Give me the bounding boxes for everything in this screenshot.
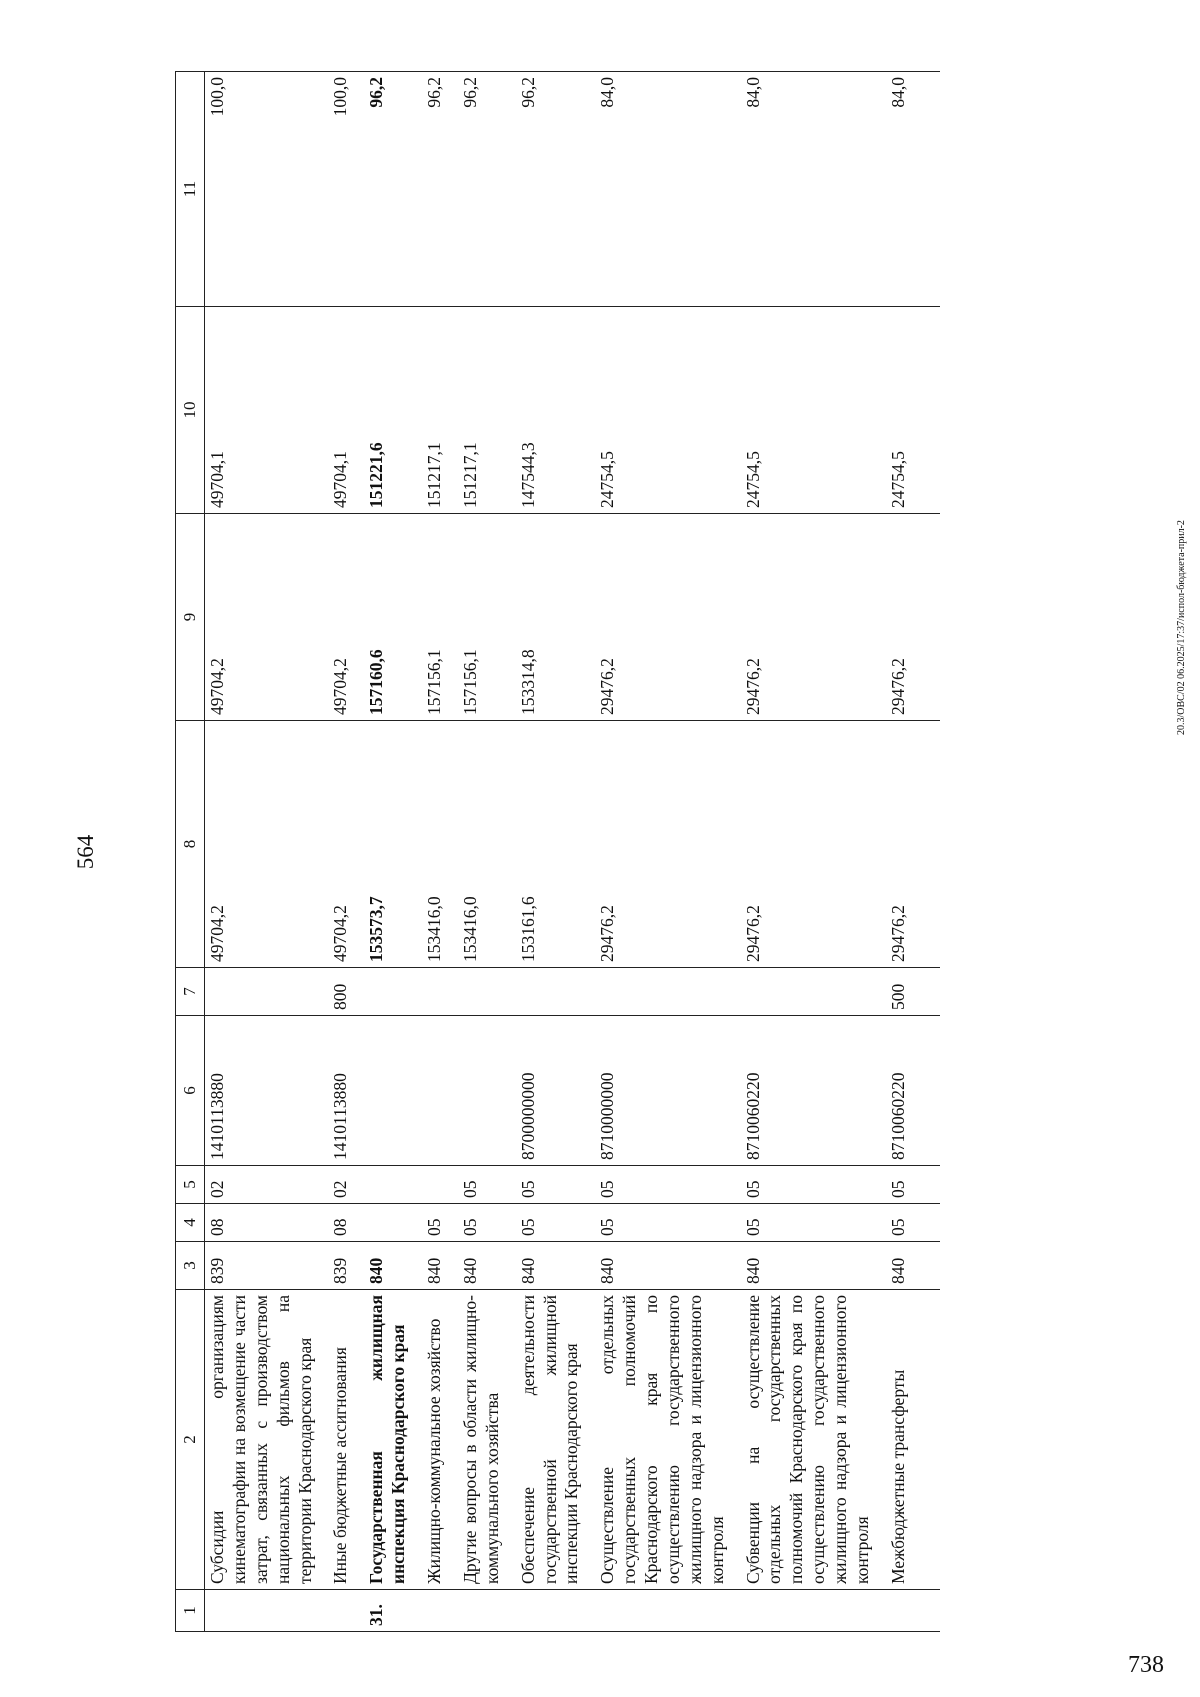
value-col8: 153416,0 <box>458 721 516 968</box>
header-cell: 1 <box>176 1590 205 1632</box>
value-col11: 96,2 <box>364 72 422 307</box>
value-col9: 157156,1 <box>458 514 516 721</box>
row-number <box>595 1590 740 1632</box>
value-col8: 153573,7 <box>364 721 422 968</box>
value-col8: 29476,2 <box>595 721 740 968</box>
value-col10: 24754,5 <box>886 307 940 514</box>
value-col9: 157160,6 <box>364 514 422 721</box>
target-article-code <box>364 1016 422 1166</box>
subsection-code <box>364 1166 422 1204</box>
section-code: 05 <box>516 1204 596 1242</box>
value-col8: 153161,6 <box>516 721 596 968</box>
expense-type-code <box>422 968 458 1016</box>
expense-type-code <box>516 968 596 1016</box>
header-cell: 7 <box>176 968 205 1016</box>
value-col10: 24754,5 <box>595 307 740 514</box>
subsection-code: 05 <box>886 1166 940 1204</box>
row-number <box>886 1590 940 1632</box>
subsection-code: 02 <box>205 1166 329 1204</box>
value-col11: 96,2 <box>458 72 516 307</box>
header-cell: 8 <box>176 721 205 968</box>
value-col11: 84,0 <box>741 72 886 307</box>
header-row <box>176 72 205 1632</box>
expense-type-code <box>458 968 516 1016</box>
header-cell: 6 <box>176 1016 205 1166</box>
expense-type-code: 500 <box>886 968 940 1016</box>
target-article-code: 8710060220 <box>886 1016 940 1166</box>
value-col9: 157156,1 <box>422 514 458 721</box>
value-col8: 49704,2 <box>328 721 364 968</box>
value-col10: 49704,1 <box>328 307 364 514</box>
table-row <box>516 72 596 1632</box>
subsection-code: 05 <box>516 1166 596 1204</box>
value-col9: 29476,2 <box>886 514 940 721</box>
value-col8: 29476,2 <box>741 721 886 968</box>
value-col9: 29476,2 <box>741 514 886 721</box>
target-article-code: 8710060220 <box>741 1016 886 1166</box>
table-row <box>364 72 422 1632</box>
header-cell: 5 <box>176 1166 205 1204</box>
value-col8: 49704,2 <box>205 721 329 968</box>
section-code: 05 <box>741 1204 886 1242</box>
row-label: Субвенции на осуществление отдельных государственных полномочий Краснодарского края по осуществлению государственного жилищного надзора и лицензионного контроля <box>741 1290 886 1590</box>
value-col10: 151217,1 <box>458 307 516 514</box>
row-number <box>328 1590 364 1632</box>
expense-type-code <box>595 968 740 1016</box>
row-number <box>741 1590 886 1632</box>
value-col10: 151221,6 <box>364 307 422 514</box>
admin-code: 840 <box>595 1242 740 1290</box>
value-col8: 29476,2 <box>886 721 940 968</box>
value-col11: 100,0 <box>205 72 329 307</box>
value-col10: 24754,5 <box>741 307 886 514</box>
table-row <box>741 72 886 1632</box>
expense-type-code: 800 <box>328 968 364 1016</box>
rotated-page <box>73 72 1175 1632</box>
row-label: Межбюджетные трансферты <box>886 1290 940 1590</box>
value-col10: 151217,1 <box>422 307 458 514</box>
subsection-code: 05 <box>458 1166 516 1204</box>
subsection-code: 05 <box>595 1166 740 1204</box>
sheet-number: 738 <box>1128 1652 1164 1678</box>
row-number <box>458 1590 516 1632</box>
value-col9: 49704,2 <box>205 514 329 721</box>
header-cell: 3 <box>176 1242 205 1290</box>
row-label: Государственная жилищная инспекция Краснодарского края <box>364 1290 422 1590</box>
subsection-code: 02 <box>328 1166 364 1204</box>
value-col9: 49704,2 <box>328 514 364 721</box>
section-code <box>364 1204 422 1242</box>
section-code: 05 <box>422 1204 458 1242</box>
row-label: Осуществление отдельных государственных полномочий Краснодарского края по осуществлению государственного жилищного надзора и лицензионного контроля <box>595 1290 740 1590</box>
target-article-code <box>458 1016 516 1166</box>
section-code: 05 <box>886 1204 940 1242</box>
admin-code: 840 <box>741 1242 886 1290</box>
value-col11: 84,0 <box>595 72 740 307</box>
value-col11: 84,0 <box>886 72 940 307</box>
value-col8: 153416,0 <box>422 721 458 968</box>
row-number <box>516 1590 596 1632</box>
admin-code: 839 <box>205 1242 329 1290</box>
value-col9: 153314,8 <box>516 514 596 721</box>
table-row <box>595 72 740 1632</box>
value-col10: 147544,3 <box>516 307 596 514</box>
target-article-code <box>422 1016 458 1166</box>
row-label: Субсидии организациям кинематографии на возмещение части затрат, связанных с производством национальных фильмов на территории Краснодарского края <box>205 1290 329 1590</box>
target-article-code: 8700000000 <box>516 1016 596 1166</box>
header-cell: 4 <box>176 1204 205 1242</box>
header-cell: 9 <box>176 514 205 721</box>
table-row <box>328 72 364 1632</box>
table-row <box>422 72 458 1632</box>
admin-code: 840 <box>886 1242 940 1290</box>
expense-type-code <box>364 968 422 1016</box>
subsection-code: 05 <box>741 1166 886 1204</box>
admin-code: 840 <box>364 1242 422 1290</box>
target-article-code: 1410113880 <box>328 1016 364 1166</box>
page-number: 564 <box>73 834 98 870</box>
subsection-code <box>422 1166 458 1204</box>
header-cell: 2 <box>176 1290 205 1590</box>
row-label: Другие вопросы в области жилищно-коммунального хозяйства <box>458 1290 516 1590</box>
table-row <box>205 72 329 1632</box>
section-code: 05 <box>458 1204 516 1242</box>
row-number: 31. <box>364 1590 422 1632</box>
value-col11: 96,2 <box>516 72 596 307</box>
expense-type-code <box>741 968 886 1016</box>
admin-code: 839 <box>328 1242 364 1290</box>
expense-type-code <box>205 968 329 1016</box>
value-col11: 100,0 <box>328 72 364 307</box>
value-col11: 96,2 <box>422 72 458 307</box>
value-col9: 29476,2 <box>595 514 740 721</box>
table-row <box>886 72 940 1632</box>
value-col10: 49704,1 <box>205 307 329 514</box>
footer-code: 20.3/ОВС/02 06.2025/17:37/испол-бюджета-прил-2 <box>1176 520 1187 735</box>
target-article-code: 1410113880 <box>205 1016 329 1166</box>
row-label: Обеспечение деятельности государственной жилищной инспекции Краснодарского края <box>516 1290 596 1590</box>
admin-code: 840 <box>422 1242 458 1290</box>
row-label: Иные бюджетные ассигнования <box>328 1290 364 1590</box>
section-code: 08 <box>205 1204 329 1242</box>
header-cell: 10 <box>176 307 205 514</box>
section-code: 08 <box>328 1204 364 1242</box>
row-label: Жилищно-коммунальное хозяйство <box>422 1290 458 1590</box>
row-number <box>422 1590 458 1632</box>
target-article-code: 8710000000 <box>595 1016 740 1166</box>
section-code: 05 <box>595 1204 740 1242</box>
table-row <box>458 72 516 1632</box>
header-cell: 11 <box>176 72 205 307</box>
admin-code: 840 <box>458 1242 516 1290</box>
budget-table <box>175 71 940 1632</box>
row-number <box>205 1590 329 1632</box>
admin-code: 840 <box>516 1242 596 1290</box>
